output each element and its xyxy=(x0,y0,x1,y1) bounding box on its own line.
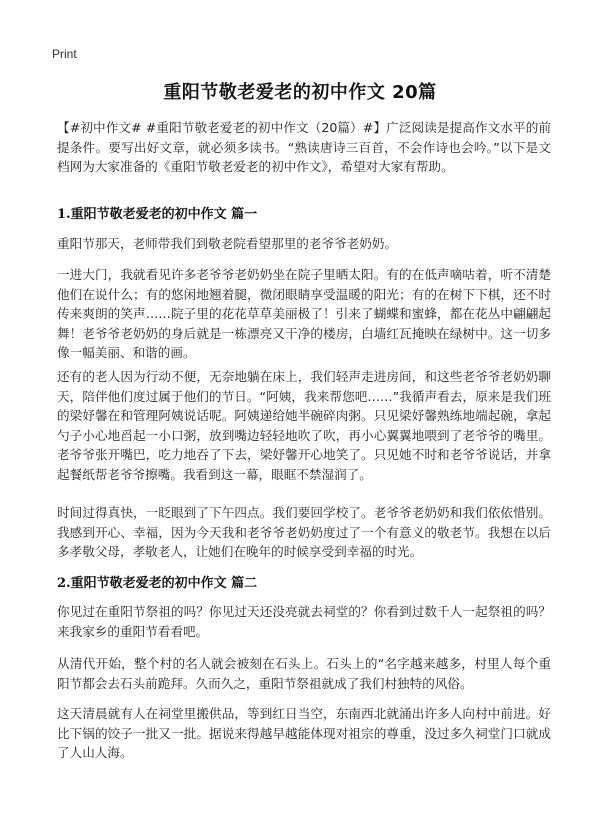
section-heading-2: 2.重阳节敬老爱老的初中作文 篇二 xyxy=(57,576,258,591)
section-1-paragraph-3: 还有的老人因为行动不便，无奈地躺在床上，我们轻声走进房间，和这些老爷爷老奶奶聊天，陪伴他们度过属于他们的节日。“阿姨，我来帮您吧……”我循声看去，原来是我们班的梁妤馨在和管理阿姨说话呢。阿姨递给她半碗碎肉粥。只见梁妤馨熟练地端起碗，拿起勺子小心地舀起一小口粥，放到嘴边轻轻地吹了吹，再小心翼翼地喂到了老爷爷的嘴里。老爷爷张开嘴巴，吃力地吞了下去，梁妤馨开心地笑了。只见她不时和老爷爷说话，并拿起餐纸帮老爷爷擦嘴。我看到这一幕，眼眶不禁湿润了。 xyxy=(57,369,551,482)
section-2-paragraph-2: 从清代开始，整个村的名人就会被刻在石头上。石头上的“名字越来越多，村里人每个重阳节都会去石头前跪拜。久而久之，重阳节祭祖就成了我们村独特的风俗。 xyxy=(57,656,551,691)
intro-paragraph: 【#初中作文# #重阳节敬老爱老的初中作文（20篇）#】广泛阅读是提高作文水平的前提条件。要写出好文章，就必须多读书。“熟读唐诗三百首，不会作诗也会吟。”以下是文档网为大家准备的《重阳节敬老爱老的初中作文》，希望对大家有帮助。 xyxy=(57,120,551,174)
section-heading-1: 1.重阳节敬老爱老的初中作文 篇一 xyxy=(57,207,258,222)
print-link[interactable]: Print xyxy=(52,47,77,61)
section-1-paragraph-4: 时间过得真快，一眨眼到了下午四点。我们要回学校了。老爷爷老奶奶和我们依依惜别。我感到开心、幸福，因为今天我和老爷爷老奶奶度过了一个有意义的敬老节。我想在以后多孝敬父母，孝敬老人，让她们在晚年的时候享受到幸福的时光。 xyxy=(57,505,551,559)
section-1-paragraph-1: 重阳节那天，老师带我们到敬老院看望那里的老爷爷老奶奶。 xyxy=(57,236,398,251)
page-title: 重阳节敬老爱老的初中作文 20篇 xyxy=(163,82,437,103)
section-2-paragraph-1: 你见过在重阳节祭祖的吗？你见过天还没亮就去祠堂的？你看到过数千人一起祭祖的吗？来我家乡的重阳节看看吧。 xyxy=(57,604,551,639)
section-1-paragraph-2: 一进大门，我就看见许多老爷爷老奶奶坐在院子里晒太阳。有的在低声嘀咕着，听不清楚他们在说什么；有的悠闲地翘着腿，微闭眼睛享受温暖的阳光；有的在树下下棋，还不时传来爽朗的笑声……院子里的花花草草美丽极了！引来了蝴蝶和蜜蜂，都在花丛中翩翩起舞！老爷爷老奶奶的身后就是一栋漂亮又干净的楼房，白墙红瓦掩映在绿树中。这一切多像一幅美丽、和谐的画。 xyxy=(57,267,551,360)
section-2-paragraph-3: 这天清晨就有人在祠堂里搬供品，等到红日当空，东南西北就涌出许多人向村中前进。好比下锅的饺子一批又一批。据说来得越早越能体现对祖宗的尊重，没过多久祠堂门口就成了人山人海。 xyxy=(57,706,551,760)
